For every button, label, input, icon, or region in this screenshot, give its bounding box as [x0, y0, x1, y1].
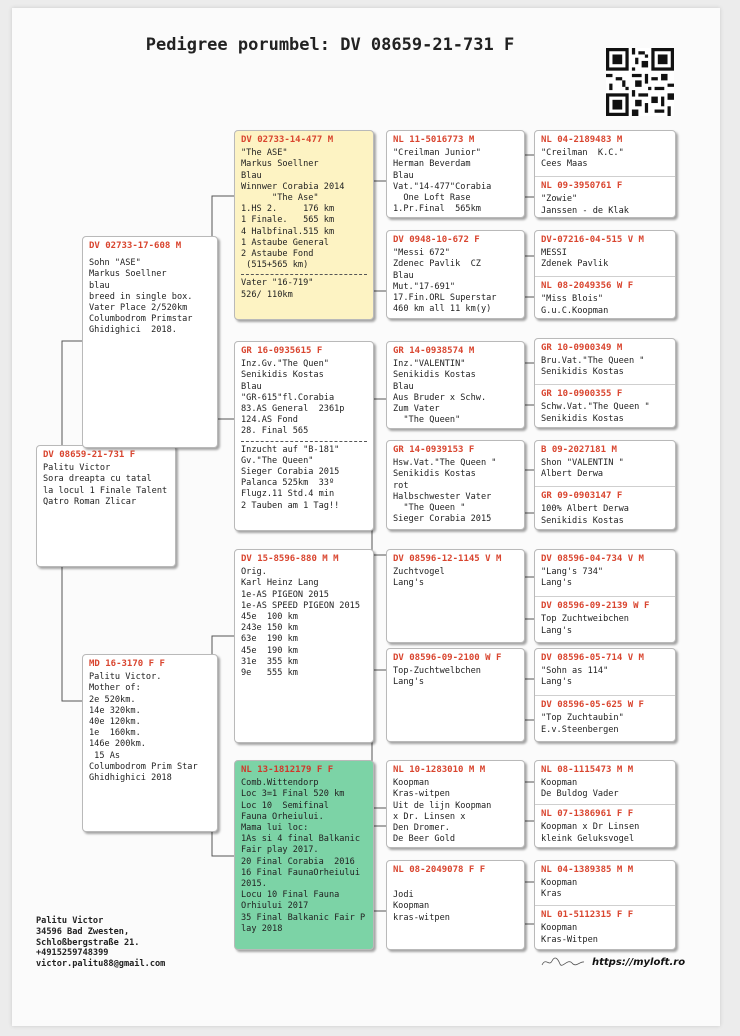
signature-icon	[540, 955, 586, 969]
great-great-grandparent-pair	[534, 230, 676, 319]
pigeon-details: "Creilman Junior" Herman Beverdam Blau Vat."14-477"Corabia One Loft Rase 1.Pr.Final 565km	[393, 148, 492, 215]
great-great-grandparent-pair	[534, 549, 676, 643]
pigeon-details: Koopman x Dr Linsen kleink Geluksvogel	[541, 822, 640, 844]
great-grandparent-card	[386, 549, 525, 643]
pigeon-details: "Creilman K.C." Cees Maas	[541, 148, 624, 170]
ring-number: NL 11-5016773 M	[393, 135, 475, 145]
pigeon-details: "Lang's 734" Lang's	[541, 567, 604, 589]
pigeon-details: Inz."VALENTIN" Senikidis Kostas Blau Aus Bruder x Schw. Zum Vater "The Queen"	[393, 359, 487, 426]
ring-number: NL 07-1386961 F F	[541, 809, 634, 820]
dam-ring-number: MD 16-3170 F F	[89, 659, 165, 669]
website-link[interactable]: https://myloft.ro	[592, 957, 686, 968]
owner-name: Palitu Victor	[36, 916, 104, 926]
subject-details: Palitu Victor Sora dreapta cu tatal la locul 1 Finale Talent Qatro Roman Zlicar	[43, 463, 168, 507]
qr-code-icon	[606, 48, 674, 116]
pigeon-details: Orig. Karl Heinz Lang 1e-AS PIGEON 2015 1e-AS SPEED PIGEON 2015 45e 100 km 243e 150 km 63e 190 km 45e 190 km 31e 355 km 9e 555 km	[241, 567, 360, 679]
pigeon-details: Jodi Koopman kras-witpen	[393, 890, 450, 923]
divider	[241, 441, 367, 442]
ring-number: GR 10-0900349 M	[541, 343, 623, 353]
ring-number: NL 13-1812179 F F	[241, 765, 334, 775]
pigeon-details: "Sohn as 114" Lang's	[541, 666, 609, 688]
subject-ring-number: DV 08659-21-731 F	[43, 450, 136, 460]
ring-number: GR 10-0900355 F	[541, 389, 623, 400]
pigeon-details: Shon "VALENTIN " Albert Derwa	[541, 458, 624, 480]
ring-number: NL 08-1115473 M M	[541, 765, 634, 775]
ring-number: B 09-2027181 M	[541, 445, 617, 455]
grandparent-card	[234, 130, 374, 320]
dam-card	[82, 654, 218, 832]
owner-email[interactable]: victor.palitu88@gmail.com	[36, 959, 166, 970]
ring-number: DV 15-8596-880 M M	[241, 554, 339, 564]
great-grandparent-card	[386, 230, 525, 319]
pigeon-details: Comb.Wittendorp Loc 3=1 Final 520 km Loc 10 Semifinal Fauna Orheiului. Mama lui loc: 1As si 4 final Balkanic Fair play 2017. 20 Final Corabia 2016 16 Final FaunaOrheiului 2015. Locu 10 Final Fauna Orhiului 2017 35 Final Balkanic Fair P lay 2018	[241, 778, 366, 934]
pigeon-details: Inz.Gv."The Quen" Senikidis Kostas Blau "GR-615"fl.Corabia 83.AS General 2361p 124.AS Fond 28. Final 565	[241, 359, 345, 437]
pigeon-details: "Top Zuchtaubin" E.v.Steenbergen	[541, 713, 624, 735]
pigeon-details: Hsw.Vat."The Queen " Senikidis Kostas rot Halbschwester Vater "The Queen " Sieger Corabia 2015	[393, 458, 497, 525]
ring-number: NL 01-5112315 F F	[541, 910, 634, 921]
great-grandparent-card	[386, 440, 525, 530]
ring-number: GR 16-0935615 F	[241, 346, 323, 356]
pigeon-details: "Miss Blois" G.u.C.Koopman	[541, 294, 609, 316]
pigeon-details: "Messi 672" Zdenec Pavlik CZ Blau Mut."17-691" 17.Fin.ORL Superstar 460 km all 11 km(y)	[393, 248, 497, 315]
pigeon-details: 100% Albert Derwa Senikidis Kostas	[541, 504, 629, 526]
page-title: Pedigree porumbel: DV 08659-21-731 F	[145, 35, 515, 55]
pigeon-details: Bru.Vat."The Queen " Senikidis Kostas	[541, 356, 645, 378]
ring-number: DV 08596-12-1145 V M	[393, 554, 502, 564]
ring-number: GR 14-0938574 M	[393, 346, 475, 356]
pigeon-details: Koopman Kras-Witpen	[541, 923, 598, 945]
pigeon-details: Schw.Vat."The Queen " Senikidis Kostas	[541, 402, 650, 424]
owner-address-line1: 34596 Bad Zwesten,	[36, 926, 130, 937]
great-grandparent-card	[386, 341, 525, 429]
pigeon-details: Koopman De Buldog Vader	[541, 778, 619, 800]
ring-number: GR 14-0939153 F	[393, 445, 475, 455]
pigeon-details: Zuchtvogel Lang's	[393, 567, 445, 589]
pigeon-details: "Zowie" Janssen - de Klak	[541, 194, 629, 216]
grandparent-card	[234, 549, 374, 743]
owner-contact-block	[36, 916, 165, 970]
pigeon-notes: Inzucht auf "B-181" Gv."The Queen" Sieger Corabia 2015 Palanca 525km 33º Flugz.11 Std.4 min 2 Tauben am 1 Tag!!	[241, 444, 340, 511]
great-great-grandparent-pair	[534, 760, 676, 848]
grandparent-card	[234, 760, 374, 950]
ring-number: NL 08-2049078 F F	[393, 865, 486, 875]
pigeon-details: Koopman Kras-witpen Uit de lijn Koopman x Dr. Linsen x Den Dromer. De Beer Gold	[393, 778, 492, 845]
sire-details: Sohn "ASE" Markus Soellner blau breed in single box. Vater Place 2/520km Columbodrom Primstar Ghidighici 2018.	[89, 258, 193, 336]
owner-phone: +4915259748399	[36, 948, 109, 959]
great-great-grandparent-pair	[534, 338, 676, 428]
great-great-grandparent-pair	[534, 440, 676, 530]
great-great-grandparent-pair	[534, 860, 676, 950]
ring-number: GR 09-0903147 F	[541, 491, 623, 502]
pigeon-details: Koopman Kras	[541, 878, 578, 900]
grandparent-card	[234, 341, 374, 531]
ring-number: DV 08596-05-714 V M	[541, 653, 644, 663]
subject-card	[36, 445, 176, 567]
owner-address-line2: Schloßbergstraße 21.	[36, 937, 140, 948]
dam-details: Palitu Victor. Mother of: 2e 520km. 14e 320km. 40e 120km. 1e 160km. 146e 200km. 15 As Columbodrom Prim Star Ghidhighici 2018	[89, 672, 198, 784]
pigeon-notes: Vater "16-719" 526/ 110km	[241, 278, 314, 300]
ring-number: DV 02733-14-477 M	[241, 135, 334, 145]
ring-number: NL 10-1283010 M M	[393, 765, 486, 775]
great-great-grandparent-pair	[534, 130, 676, 218]
great-grandparent-card	[386, 130, 525, 218]
ring-number: NL 04-2189483 M	[541, 135, 623, 145]
great-grandparent-card	[386, 760, 525, 848]
pigeon-details: Top-Zuchtwelbchen Lang's	[393, 666, 481, 688]
ring-number: DV 08596-09-2100 W F	[393, 653, 502, 663]
pigeon-details: Top Zuchtweibchen Lang's	[541, 614, 629, 636]
great-grandparent-card	[386, 648, 525, 742]
pigeon-details: MESSI Zdenek Pavlik	[541, 248, 609, 270]
pigeon-details: "The ASE" Markus Soellner Blau Winnwer Corabia 2014 "The Ase" 1.HS 2. 176 km 1 Finale. 565 km 4 Halbfinal.515 km 1 Astaube General 2 Astaube Fond (515+565 km)	[241, 148, 345, 271]
ring-number: DV 08596-04-734 V M	[541, 554, 644, 564]
ring-number: NL 08-2049356 W F	[541, 281, 634, 292]
sire-card	[82, 236, 218, 448]
ring-number: DV-07216-04-515 V M	[541, 235, 644, 245]
sire-ring-number: DV 02733-17-608 M	[89, 241, 182, 251]
ring-number: NL 04-1389385 M M	[541, 865, 634, 875]
great-great-grandparent-pair	[534, 648, 676, 742]
ring-number: NL 09-3950761 F	[541, 181, 623, 192]
ring-number: DV 08596-09-2139 W F	[541, 601, 650, 612]
ring-number: DV 08596-05-625 W F	[541, 700, 644, 711]
ring-number: DV 0948-10-672 F	[393, 235, 480, 245]
great-grandparent-card	[386, 860, 525, 950]
divider	[241, 274, 367, 275]
